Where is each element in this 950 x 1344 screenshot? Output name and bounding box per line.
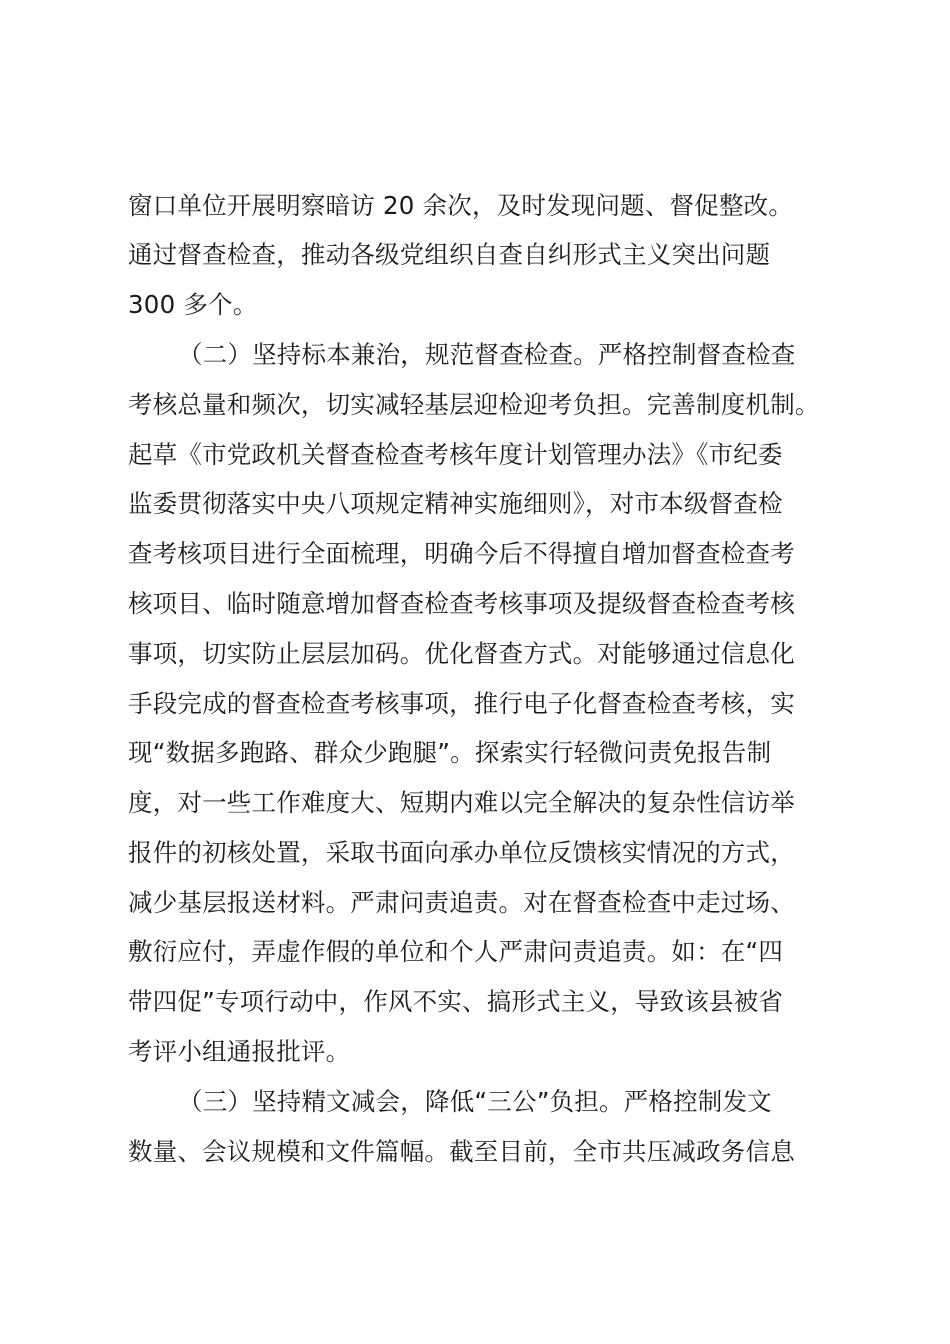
body-text-line: 考评小组通报批评。 bbox=[128, 1037, 351, 1066]
body-text-line: 手段完成的督查检查考核事项，推行电子化督查检查考核，实 bbox=[128, 689, 795, 718]
body-text-line: 报件的初核处置，采取书面向承办单位反馈核实情况的方式， bbox=[128, 838, 795, 867]
body-text-line: 窗口单位开展明察暗访 20 余次，及时发现问题、督促整改。 bbox=[128, 191, 794, 220]
body-text-line: 考核总量和频次，切实减轻基层迎检迎考负担。完善制度机制。 bbox=[128, 390, 820, 419]
body-text-line: 现“数据多跑路、群众少跑腿”。探索实行轻微问责免报告制 bbox=[128, 738, 772, 767]
body-text-line: 核项目、临时随意增加督查检查考核事项及提级督查检查考核 bbox=[128, 589, 795, 618]
body-text-line: 事项，切实防止层层加码。优化督查方式。对能够通过信息化 bbox=[128, 639, 795, 668]
body-text-line: 度，对一些工作难度大、短期内难以完全解决的复杂性信访举 bbox=[128, 788, 795, 817]
body-text-line: 通过督查检查，推动各级党组织自查自纠形式主义突出问题 bbox=[128, 240, 771, 269]
body-text-line: 带四促”专项行动中，作风不实、搞形式主义，导致该县被省 bbox=[128, 987, 784, 1016]
body-text-line: 查考核项目进行全面梳理，明确今后不得擅自增加督查检查考 bbox=[128, 539, 795, 568]
body-text-line: 起草《市党政机关督查检查考核年度计划管理办法》《市纪委 bbox=[128, 440, 783, 469]
section-heading-line: （二）坚持标本兼治，规范督查检查。严格控制督查检查 bbox=[178, 340, 796, 369]
body-text-line: 减少基层报送材料。严肃问责追责。对在督查检查中走过场、 bbox=[128, 888, 795, 917]
body-text-line: 数量、会议规模和文件篇幅。截至目前，全市共压减政务信息 bbox=[128, 1137, 795, 1166]
body-text-line: 敷衍应付，弄虚作假的单位和个人严肃问责追责。如：在“四 bbox=[128, 937, 784, 966]
body-text-line: 300 多个。 bbox=[128, 290, 258, 319]
section-heading-line: （三）坚持精文减会，降低“三公”负担。严格控制发文 bbox=[178, 1087, 772, 1116]
body-text-line: 监委贯彻落实中央八项规定精神实施细则》，对市本级督查检 bbox=[128, 489, 783, 518]
